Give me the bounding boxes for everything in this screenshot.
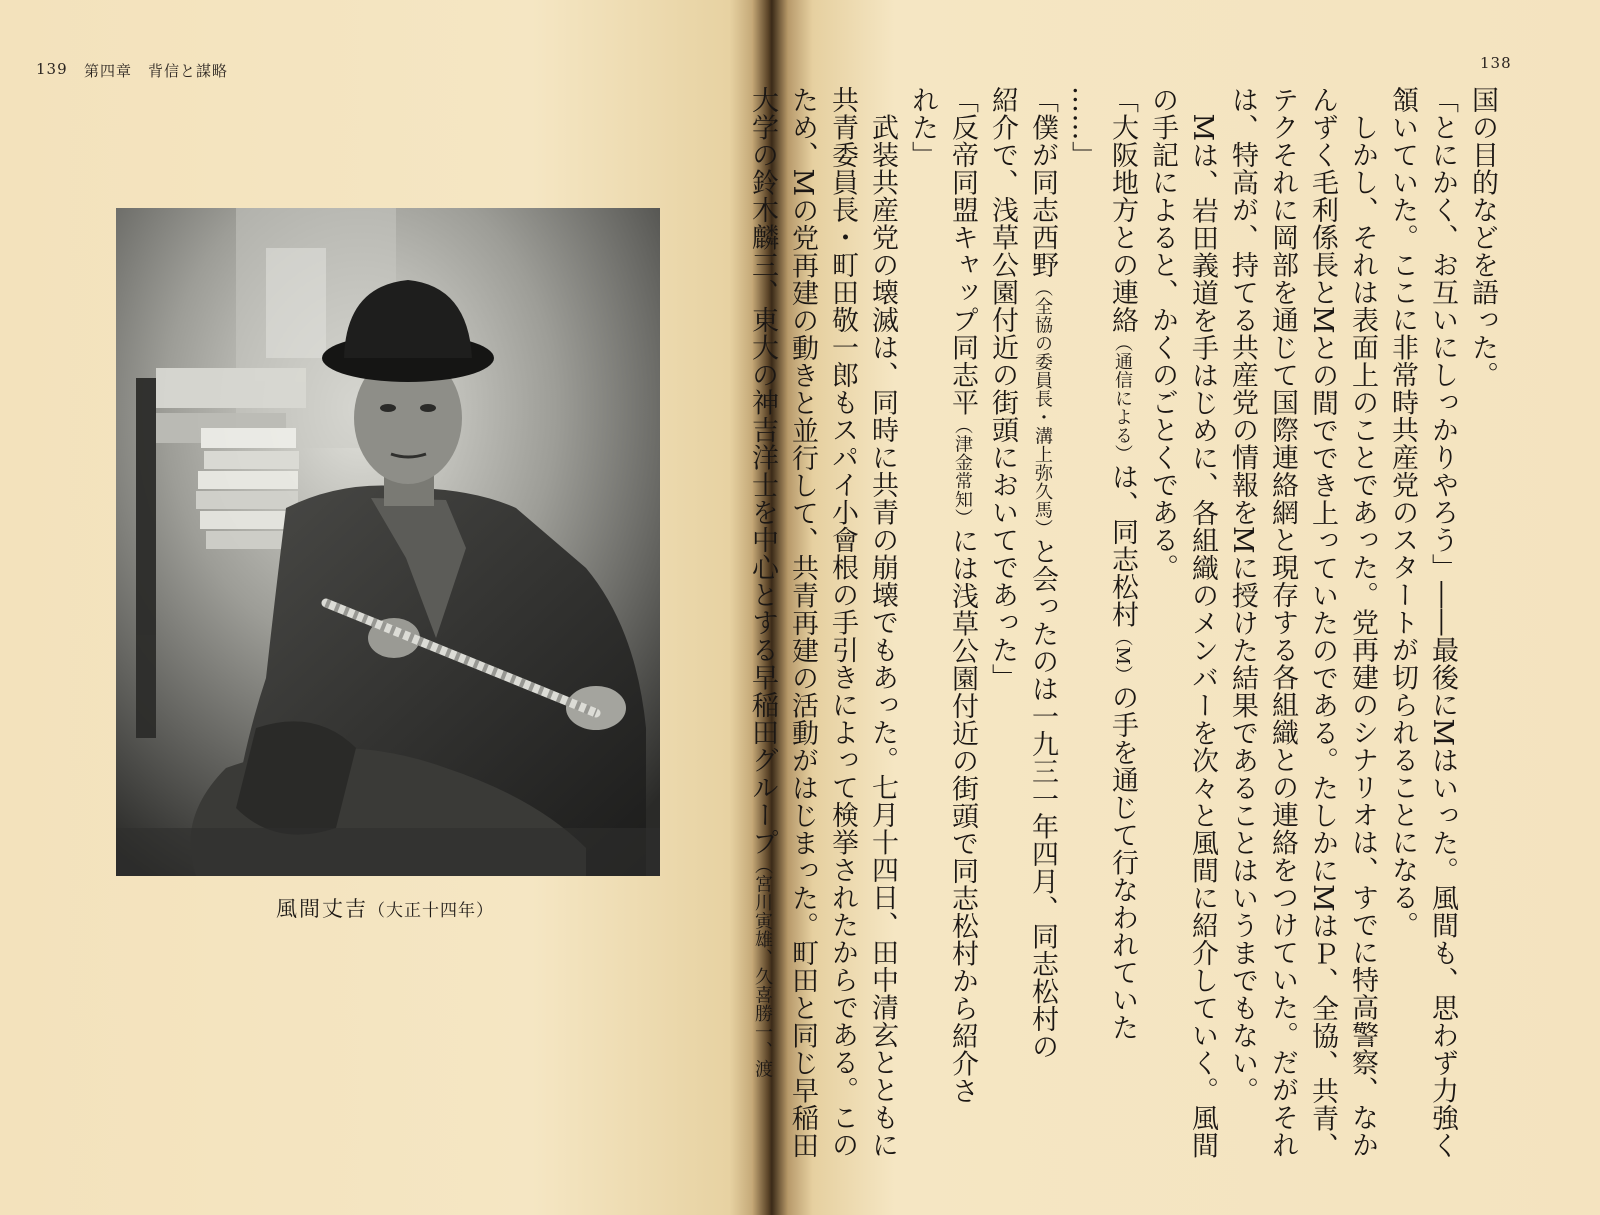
text-line [862, 86, 902, 1186]
line-text: は、同志松村 [1107, 463, 1138, 628]
text-line [902, 86, 942, 1186]
line-text: 大学の鈴木麟三、東大の神吉洋士を中心とする早稲田グループ [747, 86, 778, 856]
text-line [1182, 86, 1222, 1186]
line-text: 「大阪地方との連絡 [1107, 86, 1138, 334]
text-line [1062, 86, 1102, 1186]
line-text: 武装共産党の壊滅は、同時に共青の崩壊でもあった。七月十四日、田中清玄とともに [867, 86, 898, 1159]
annotation-text: （通信による） [1112, 333, 1133, 463]
text-line [1302, 86, 1342, 1186]
text-line [822, 86, 862, 1186]
portrait-illustration [116, 208, 660, 876]
photo-caption [276, 893, 494, 923]
caption-date: （大正十四年） [368, 901, 494, 921]
left-page-number: 139 [36, 60, 68, 78]
annotation-text: （津金常知） [952, 416, 973, 527]
text-line [1342, 86, 1382, 1186]
line-text: 紹介で、浅草公園付近の街頭においてであった」 [987, 86, 1018, 691]
annotation-text: （宮川寅雄、久喜勝一、渡 [752, 856, 773, 1078]
line-text: しかし、それは表面上のことであった。党再建のシナリオは、すでに特高警察、なか [1347, 86, 1378, 1159]
line-text: んずく毛利係長とMとの間ででき上っていたのである。たしかにMはＰ、全協、共青、 [1307, 86, 1338, 1160]
right-page-number: 138 [1480, 54, 1512, 72]
text-line [1222, 86, 1262, 1186]
line-text: には浅草公園付近の街頭で同志松村から紹介さ [947, 527, 978, 1105]
annotation-text: （M） [1112, 628, 1133, 684]
line-text: 国の目的などを語った。 [1467, 86, 1498, 389]
line-text: の手を通じて行なわれていた [1107, 683, 1138, 1042]
line-text: 「反帝同盟キャップ同志平 [947, 86, 978, 416]
text-line [1022, 86, 1062, 1186]
text-line [782, 86, 822, 1186]
text-line [742, 86, 782, 1186]
line-text: 「僕が同志西野 [1027, 86, 1058, 279]
line-text: れた」 [907, 86, 938, 169]
text-line [1422, 86, 1462, 1186]
text-line [1382, 86, 1422, 1186]
line-text: 共青委員長・町田敬一郎もスパイ小會根の手引きによって検挙されたからである。この [827, 86, 858, 1159]
line-text: の手記によると、かくのごとくである。 [1147, 86, 1178, 581]
line-text: 「とにかく、お互いにしっかりやろう」――最後にMはいった。風間も、思わず力強く [1427, 86, 1458, 1160]
line-text: ため、Mの党再建の動きと並行して、共青再建の活動がはじまった。町田と同じ早稲田 [787, 86, 818, 1160]
line-text: ……」 [1067, 86, 1098, 169]
line-text: と会ったのは一九三一年四月、同志松村の [1027, 537, 1058, 1060]
portrait-photo [116, 208, 660, 876]
vertical-body-text [747, 86, 1502, 1186]
line-text: 頷いていた。ここに非常時共産党のスタートが切られることになる。 [1387, 86, 1418, 939]
text-line [942, 86, 982, 1186]
text-line [1262, 86, 1302, 1186]
line-text: Mは、岩田義道を手はじめに、各組織のメンバーを次々と風間に紹介していく。風間 [1187, 86, 1218, 1160]
chapter-title: 第四章 背信と謀略 [84, 62, 229, 80]
text-line [982, 86, 1022, 1186]
caption-name: 風間丈吉 [276, 897, 368, 921]
text-line [1142, 86, 1182, 1186]
text-line [1102, 86, 1142, 1186]
line-text: は、特高が、持てる共産党の情報をMに授けた結果であることはいうまでもない。 [1227, 86, 1258, 1105]
text-line [1462, 86, 1502, 1186]
annotation-text: （全協の委員長・溝上弥久馬） [1032, 278, 1053, 538]
line-text: テクそれに岡部を通じて国際連絡網と現存する各組織との連絡をつけていた。だがそれ [1267, 86, 1298, 1159]
